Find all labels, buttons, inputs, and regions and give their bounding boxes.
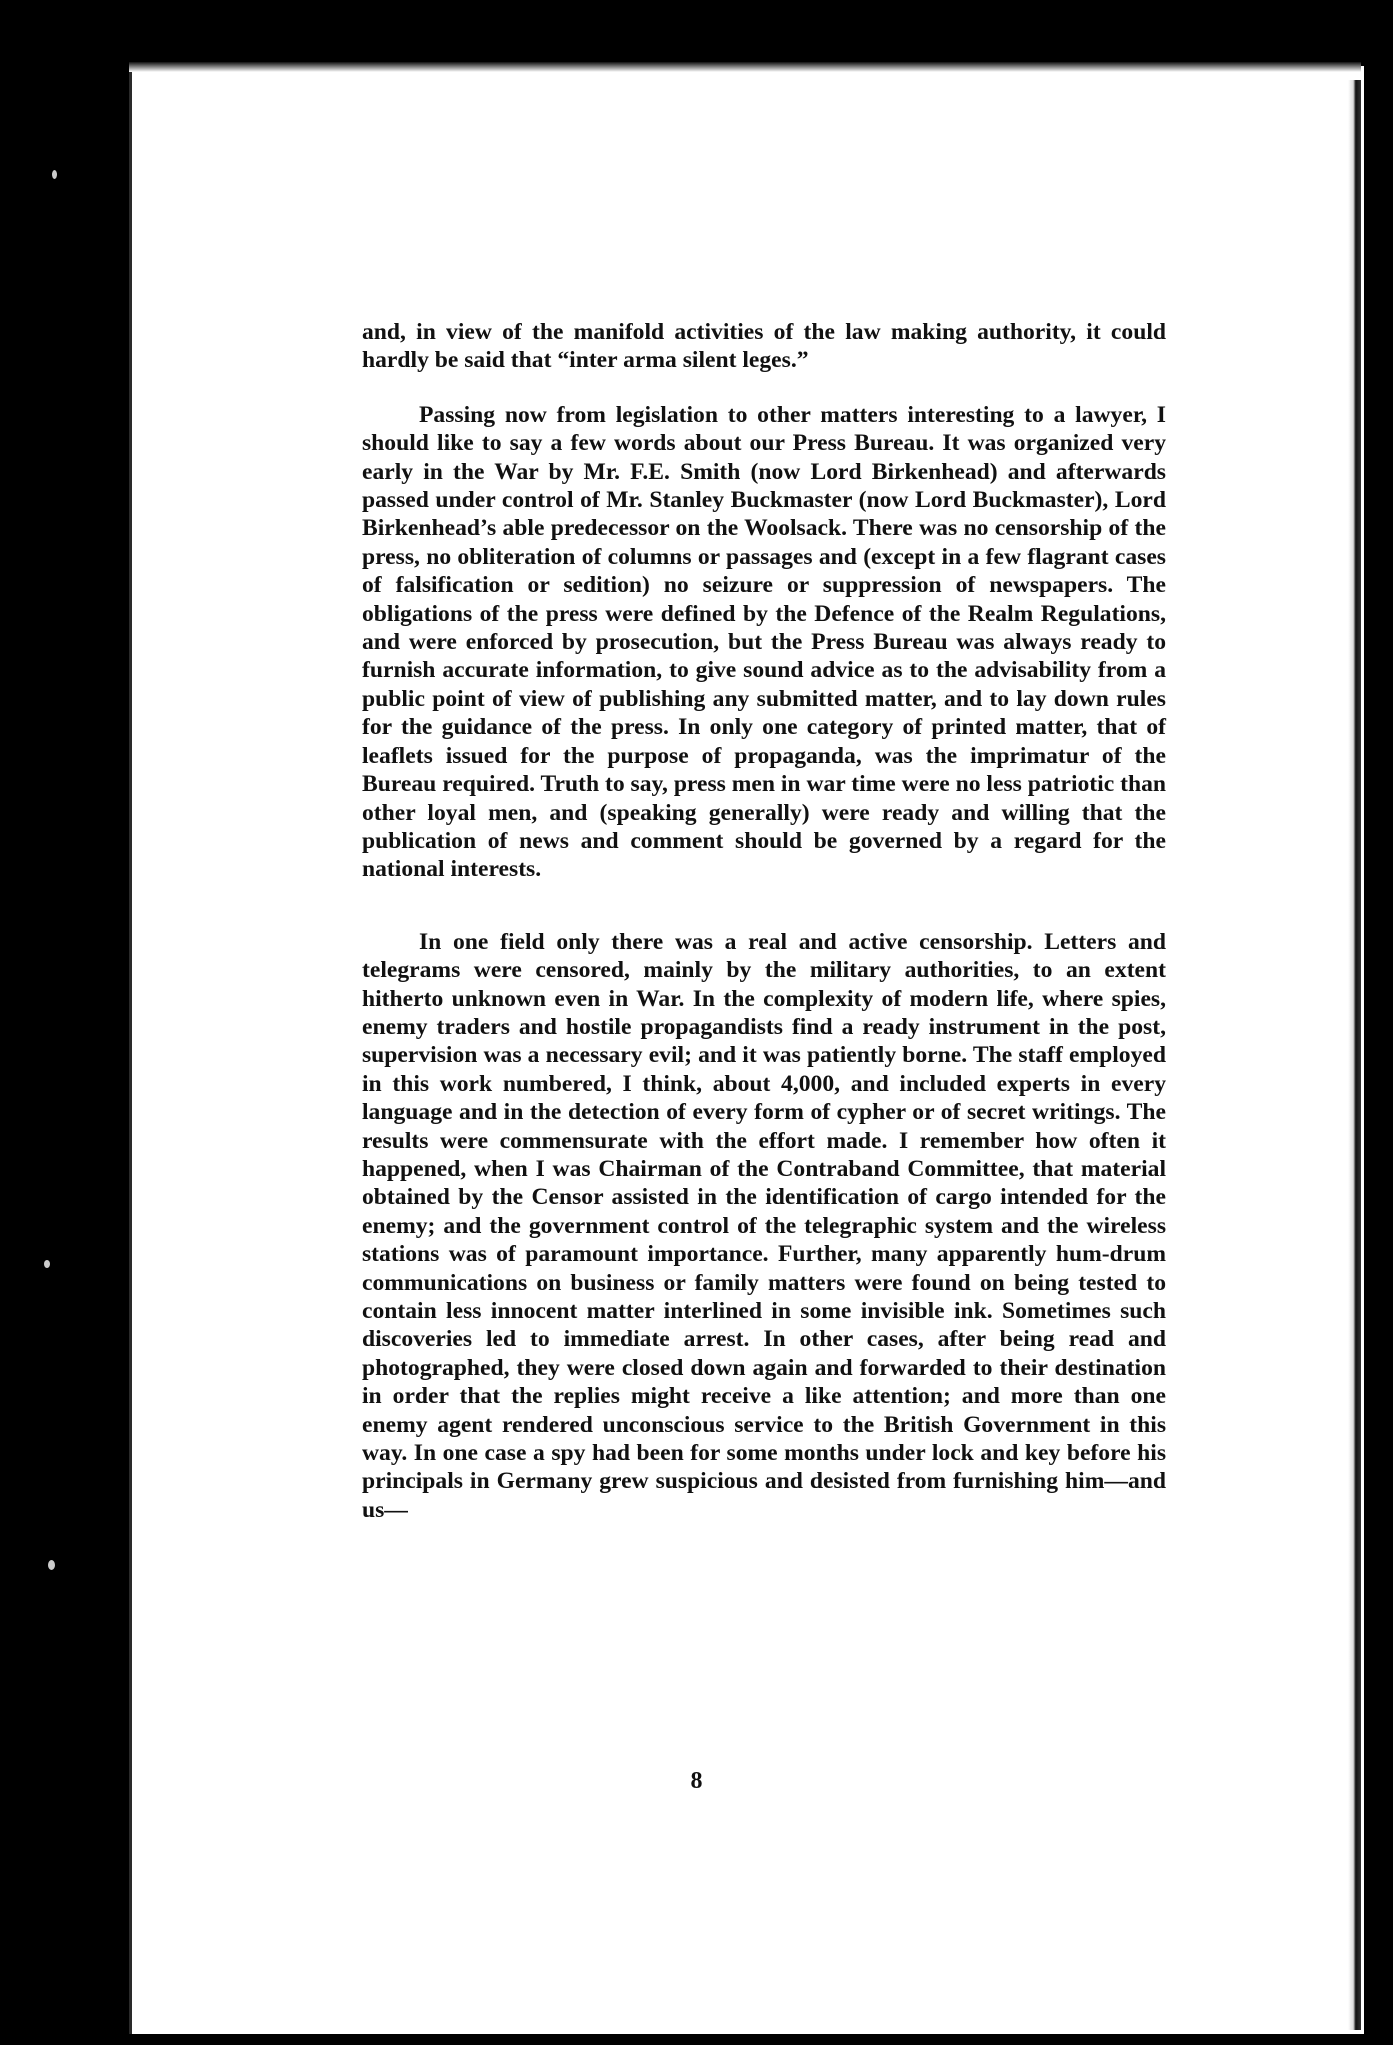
- scan-speck: [48, 1560, 55, 1570]
- scan-speck: [52, 170, 57, 179]
- page-top-edge: [129, 62, 1361, 72]
- page-number: 8: [690, 1768, 703, 1794]
- scan-speck: [44, 1260, 50, 1268]
- paragraph-press-bureau: Passing now from legislation to other matters interesting to a lawyer, I should like to say a few words about our Press Bureau. It was organized very early in the War by Mr. F.E. Smith (now Lord Birkenhead) and afterwards passed under control of Mr. Stanley Buckmaster (now Lord Buckmaster), Lord Birkenhead’s able predecessor on the Woolsack. There was no censorship of the press, no obliteration of columns or passages and (except in a few flagrant cases of falsification or sedition) no seizure or suppression of newspapers. The obligations of the press were defined by the Defence of the Realm Regulations, and were enforced by prosecution, but the Press Bureau was always ready to furnish accurate information, to give sound advice as to the advisability from a public point of view of publishing any submitted matter, and to lay down rules for the guidance of the press. In only one category of printed matter, that of leaflets issued for the purpose of propaganda, was the imprimatur of the Bureau required. Truth to say, press men in war time were no less patriotic than other loyal men, and (speaking generally) were ready and willing that the publication of news and comment should be governed by a regard for the national interests.: [362, 401, 1166, 883]
- body-text: [362, 318, 1166, 1524]
- paragraph-continuation: and, in view of the manifold activities of the law making authority, it could hardly be said that “inter arma silent leges.”: [362, 319, 1166, 374]
- paragraph-censorship: In one field only there was a real and active censorship. Letters and telegrams were censored, mainly by the military authorities, to an extent hitherto unknown even in War. In the complexity of modern life, where spies, enemy traders and hostile propagandists find a ready instrument in the post, supervision was a necessary evil; and it was patiently borne. The staff employed in this work numbered, I think, about 4,000, and included experts in every language and in the detection of every form of cypher or of secret writings. The results were commensurate with the effort made. I remember how often it happened, when I was Chairman of the Contraband Committee, that material obtained by the Censor assisted in the identification of cargo intended for the enemy; and the government control of the telegraphic system and the wireless stations was of paramount importance. Further, many apparently hum-drum communications on business or family matters were found on being tested to contain less innocent matter interlined in some invisible ink. Sometimes such discoveries led to immediate arrest. In other cases, after being read and photographed, they were closed down again and forwarded to their destination in order that the replies might receive a like attention; and more than one enemy agent rendered unconscious service to the British Government in this way. In one case a spy had been for some months under lock and key before his principals in Germany grew suspicious and desisted from furnishing him—and us—: [362, 928, 1166, 1523]
- page-right-edge: [1348, 80, 1361, 2030]
